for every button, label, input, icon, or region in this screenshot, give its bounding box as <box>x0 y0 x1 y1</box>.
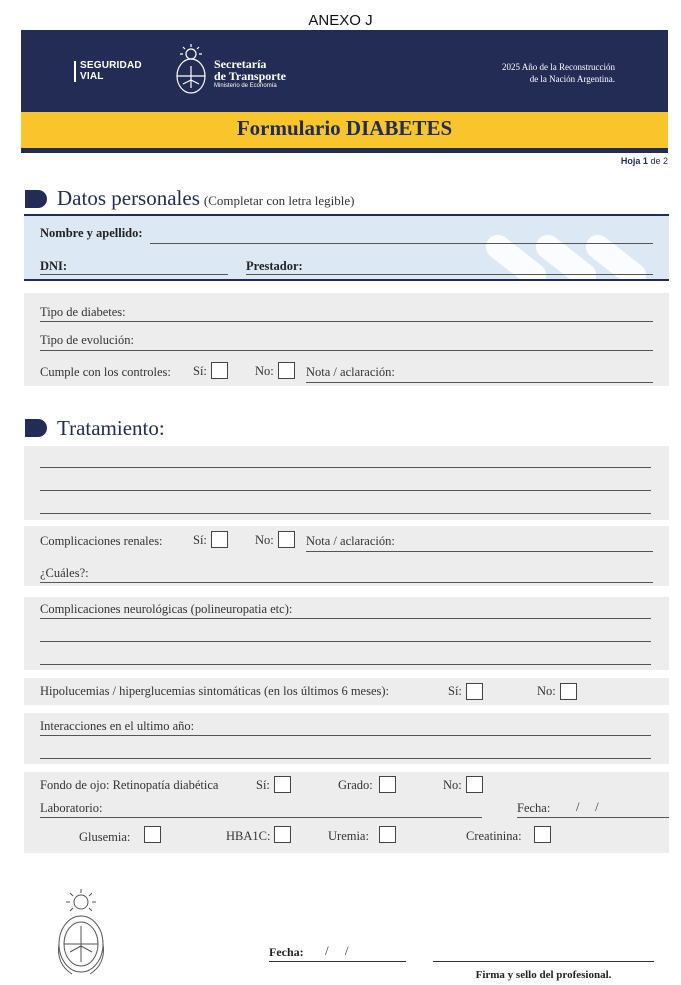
name-label: Nombre y apellido: <box>40 226 143 240</box>
hipo-si-checkbox[interactable] <box>466 683 483 700</box>
lab-fecha-separators: / / <box>576 800 599 814</box>
argentina-emblem-icon <box>173 42 209 100</box>
lab-fecha-field[interactable] <box>517 817 669 818</box>
glusemia-label: Glusemia: <box>79 830 131 844</box>
hipo-si-label: Sí: <box>448 684 462 698</box>
dni-field[interactable] <box>40 274 228 275</box>
year-motto-line2: de la Nación Argentina. <box>529 74 615 84</box>
footer-fecha-label: Fecha: <box>269 945 304 959</box>
hba1c-label: HBA1C: <box>226 829 271 843</box>
interacciones-line[interactable] <box>40 735 651 736</box>
grado-checkbox[interactable] <box>379 776 396 793</box>
cuales-label: ¿Cuáles?: <box>40 566 89 580</box>
renales-nota-field[interactable] <box>306 551 653 552</box>
fondo-no-checkbox[interactable] <box>466 776 483 793</box>
neuro-line[interactable] <box>40 664 651 665</box>
year-motto-line1: 2025 Año de la Reconstrucción <box>502 62 615 72</box>
section-personal-subtitle: (Completar con letra legible) <box>203 193 355 208</box>
signature-label: Firma y sello del profesional. <box>475 969 612 981</box>
controles-no-checkbox[interactable] <box>278 362 295 379</box>
lab-fecha-label: Fecha: <box>517 801 551 815</box>
uremia-checkbox[interactable] <box>379 826 396 843</box>
page-indicator-total: 2 <box>662 156 668 166</box>
controles-si-label: Sí: <box>193 364 207 378</box>
hba1c-checkbox[interactable] <box>274 826 291 843</box>
controles-label: Cumple con los controles: <box>40 365 171 379</box>
title-band-underline <box>21 148 668 153</box>
glusemia-checkbox[interactable] <box>144 826 161 843</box>
interacciones-label: Interacciones en el ultimo año: <box>40 719 195 733</box>
tipo-diabetes-field[interactable] <box>40 321 653 322</box>
annex-label: ANEXO J <box>308 12 373 29</box>
neuro-line[interactable] <box>40 641 651 642</box>
laboratorio-label: Laboratorio: <box>40 801 103 815</box>
hipo-no-label: No: <box>537 684 556 698</box>
form-title: Formulario DIABETES <box>236 116 453 140</box>
treatment-line[interactable] <box>40 513 651 514</box>
seguridad-vial-bar <box>74 61 76 82</box>
tipo-evolucion-label: Tipo de evolución: <box>40 333 134 347</box>
name-field[interactable] <box>150 243 653 244</box>
renales-no-checkbox[interactable] <box>278 531 295 548</box>
treatment-panel <box>24 446 669 520</box>
seguridad-vial-line2: VIAL <box>80 71 104 82</box>
section-tab-icon <box>25 190 47 208</box>
neuro-label: Complicaciones neurológicas (polineuropatia etc): <box>40 602 293 616</box>
renales-si-label: Sí: <box>193 533 207 547</box>
neuro-line[interactable] <box>40 618 651 619</box>
fondo-label: Fondo de ojo: Retinopatía diabética <box>40 778 219 792</box>
page-indicator-current: 1 <box>642 156 648 166</box>
tipo-diabetes-label: Tipo de diabetes: <box>40 305 126 319</box>
section-treatment-title: Tratamiento: <box>57 416 165 440</box>
signature-field[interactable] <box>433 961 654 962</box>
page-indicator-middle: de <box>650 156 661 166</box>
laboratorio-field[interactable] <box>40 817 482 818</box>
page-indicator-prefix: Hoja <box>620 156 641 166</box>
section-tab-icon <box>25 419 47 437</box>
personal-bottom-rule <box>24 279 669 281</box>
creatinina-label: Creatinina: <box>466 829 522 843</box>
renales-no-label: No: <box>255 533 274 547</box>
ministerio-label: Ministerio de Economía <box>214 83 277 89</box>
creatinina-checkbox[interactable] <box>534 826 551 843</box>
tipo-evolucion-field[interactable] <box>40 350 653 351</box>
prestador-field[interactable] <box>246 274 653 275</box>
prestador-label: Prestador: <box>246 259 303 273</box>
uremia-label: Uremia: <box>328 829 369 843</box>
hipo-label: Hipolucemias / hiperglucemias sintomáticas (en los últimos 6 meses): <box>40 684 390 698</box>
fondo-si-label: Sí: <box>256 778 270 792</box>
treatment-line[interactable] <box>40 490 651 491</box>
hipo-no-checkbox[interactable] <box>560 683 577 700</box>
controles-no-label: No: <box>255 364 274 378</box>
renales-label: Complicaciones renales: <box>40 534 163 548</box>
page-indicator <box>621 156 668 166</box>
footer-fecha-separators: / / <box>325 943 349 958</box>
cuales-field[interactable] <box>40 582 653 583</box>
section-personal-heading <box>57 186 354 211</box>
fondo-si-checkbox[interactable] <box>274 776 291 793</box>
fondo-no-label: No: <box>443 778 462 792</box>
renales-nota-label: Nota / aclaración: <box>306 534 395 548</box>
grado-label: Grado: <box>338 778 373 792</box>
section-personal-title: Datos personales <box>57 186 200 210</box>
secretaria-line2: de Transporte <box>214 69 286 83</box>
controles-nota-field[interactable] <box>306 382 653 383</box>
interacciones-line[interactable] <box>40 758 651 759</box>
footer-fecha-field[interactable] <box>269 961 406 962</box>
controles-nota-label: Nota / aclaración: <box>306 365 395 379</box>
argentina-emblem-icon <box>50 886 112 982</box>
seguridad-vial-line1: SEGURIDAD <box>80 60 142 71</box>
dni-label: DNI: <box>40 259 68 273</box>
renales-si-checkbox[interactable] <box>211 531 228 548</box>
secretaria-line1: Secretaría <box>214 57 267 71</box>
treatment-line[interactable] <box>40 467 651 468</box>
controles-si-checkbox[interactable] <box>211 362 228 379</box>
